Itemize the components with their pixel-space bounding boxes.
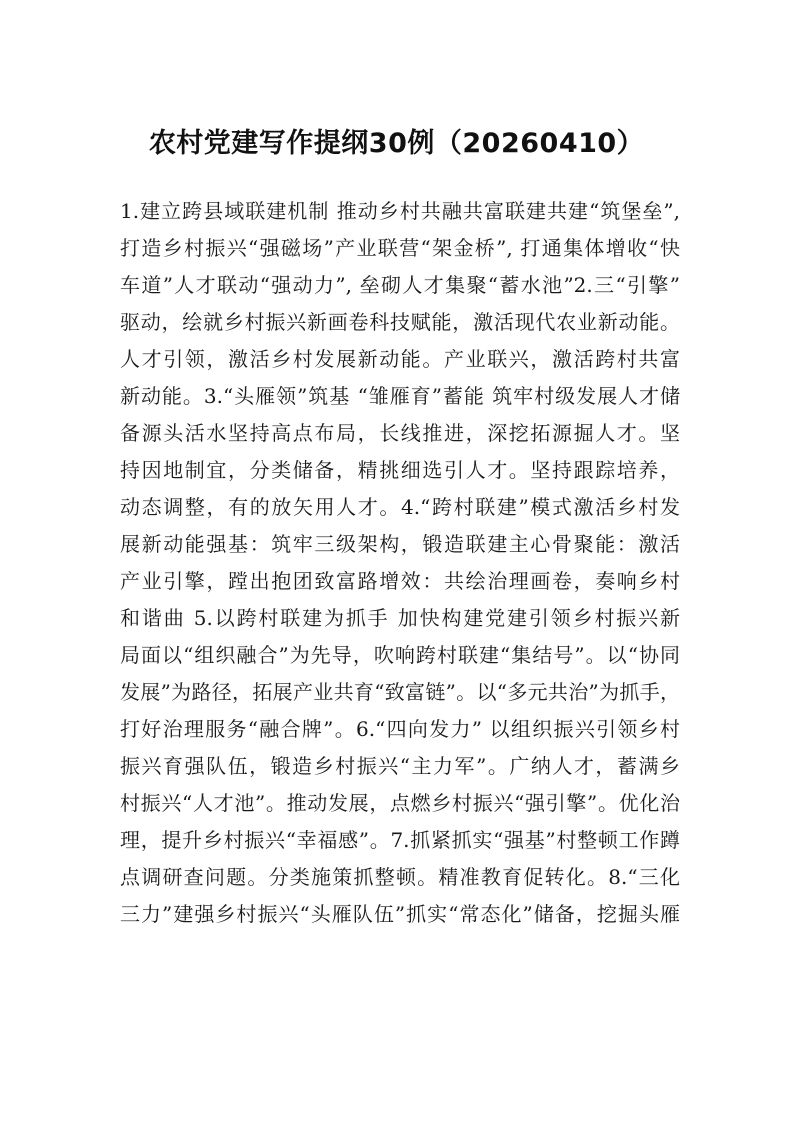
body-line: 村振兴“人才池”。推动发展，点燃乡村振兴“强引擎”。优化治 (120, 791, 680, 815)
body-line: 驱动，绘就乡村振兴新画卷科技赋能，激活现代农业新动能。 (120, 310, 680, 334)
body-line: 发展”为路径，拓展产业共育“致富链”。以“多元共治”为抓手， (120, 680, 680, 704)
document-body (120, 193, 680, 933)
body-line: 理，提升乡村振兴“幸福感”。7.抓紧抓实“强基”村整顿工作蹲 (120, 828, 680, 852)
body-line: 局面以“组织融合”为先导，吹响跨村联建“集结号”。以“协同 (120, 643, 680, 667)
body-line: 车道”人才联动“强动力”, 垒砌人才集聚“蓄水池”2.三“引擎” (120, 273, 680, 297)
body-line: 持因地制宜，分类储备，精挑细选引人才。坚持跟踪培养， (120, 458, 680, 482)
body-line: 人才引领，激活乡村发展新动能。产业联兴，激活跨村共富 (120, 347, 680, 371)
document-title: 农村党建写作提纲30例（20260410） (148, 128, 645, 159)
body-line: 点调研查问题。分类施策抓整顿。精准教育促转化。8.“三化 (120, 865, 680, 889)
body-line: 展新动能强基：筑牢三级架构，锻造联建主心骨聚能：激活 (120, 532, 680, 556)
body-line: 动态调整，有的放矢用人才。4.“跨村联建”模式激活乡村发 (120, 495, 680, 519)
body-line: 1.建立跨县域联建机制 推动乡村共融共富联建共建“筑堡垒”, (120, 199, 680, 223)
body-line: 和谐曲 5.以跨村联建为抓手 加快构建党建引领乡村振兴新 (120, 606, 680, 630)
body-line: 打造乡村振兴“强磁场”产业联营“架金桥”, 打通集体增收“快 (120, 236, 680, 260)
body-line: 新动能。3.“头雁领”筑基 “雏雁育”蓄能 筑牢村级发展人才储 (120, 384, 680, 408)
body-line: 备源头活水坚持高点布局，长线推进，深挖拓源掘人才。坚 (120, 421, 680, 445)
body-line: 三力”建强乡村振兴“头雁队伍”抓实“常态化”储备，挖掘头雁 (120, 902, 680, 926)
body-line: 振兴育强队伍，锻造乡村振兴“主力军”。广纳人才，蓄满乡 (120, 754, 680, 778)
body-line: 产业引擎，蹚出抱团致富路增效：共绘治理画卷，奏响乡村 (120, 569, 680, 593)
body-line: 打好治理服务“融合牌”。6.“四向发力” 以组织振兴引领乡村 (120, 717, 680, 741)
